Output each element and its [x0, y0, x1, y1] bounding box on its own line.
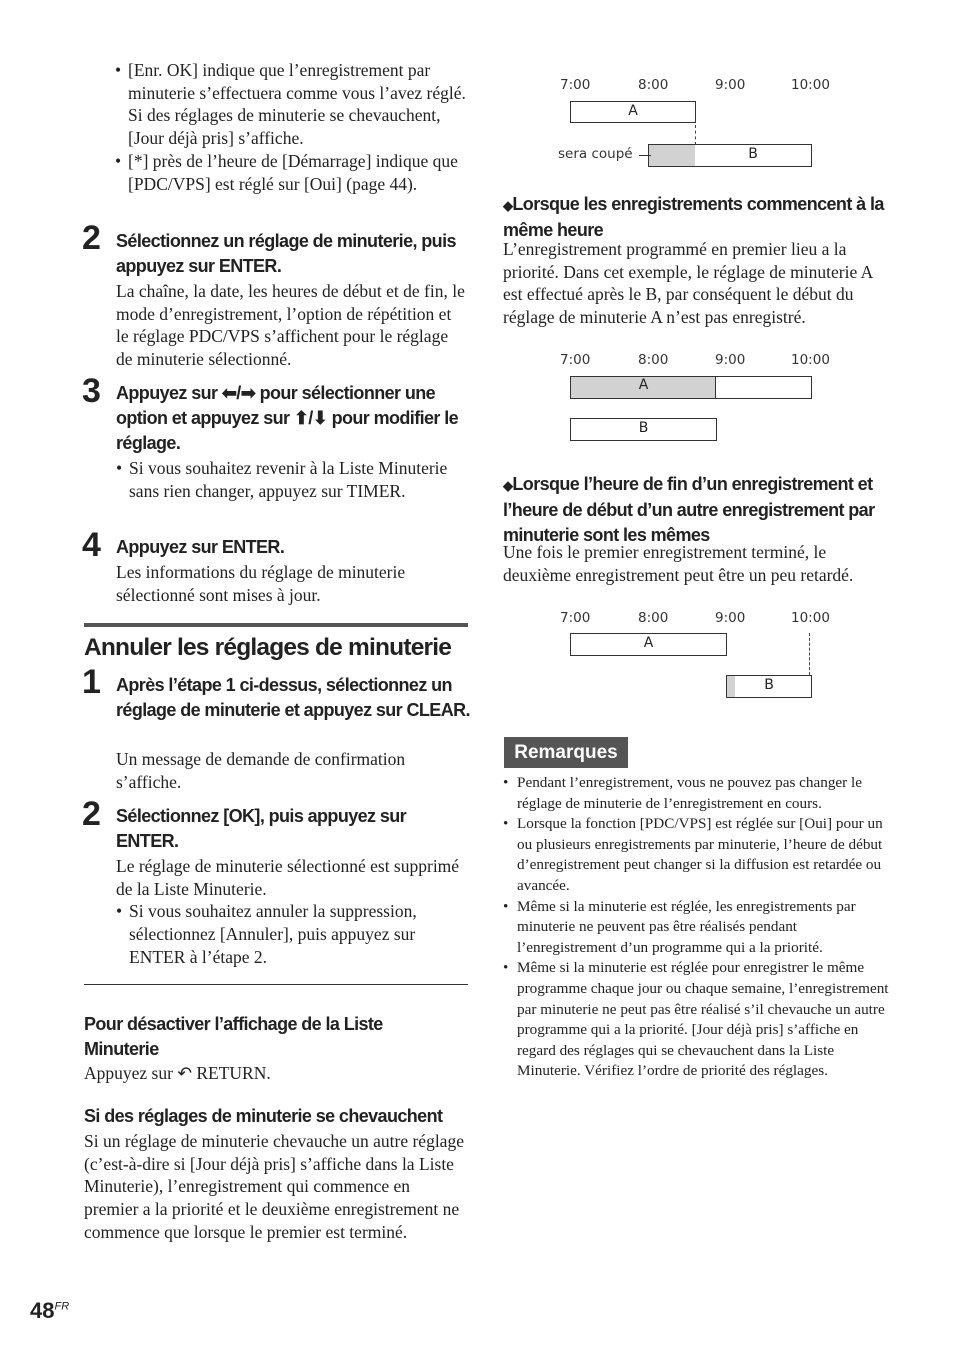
timer-bar-a-label: A — [638, 377, 649, 393]
timer-bar-b: B — [570, 418, 717, 441]
step-body-text: Le réglage de minuterie sélectionné est supprimé de la Liste Minuterie. — [116, 856, 460, 899]
step-title: Après l’étape 1 ci-dessus, sélectionnez un réglage de minuterie et appuyez sur CLEAR. — [116, 675, 470, 720]
step-title — [116, 381, 471, 456]
timer-bar-a: A — [570, 633, 727, 656]
step-title: Sélectionnez un réglage de minuterie, puis appuyez sur ENTER. — [116, 231, 456, 276]
step-number: 1 — [82, 663, 100, 701]
step-title-part: pour sélectionner une option et appuyez sur — [116, 383, 436, 428]
intro-bullets — [115, 59, 470, 195]
time-tick: 7:00 — [560, 610, 591, 626]
case-title — [503, 192, 893, 243]
dashed-marker — [695, 125, 696, 145]
remarks-list — [503, 773, 893, 1082]
step-number: 4 — [82, 526, 100, 564]
divider — [84, 984, 468, 985]
time-tick: 10:00 — [791, 610, 830, 626]
step-bullets — [116, 457, 468, 502]
case-title-text: Lorsque l’heure de fin d’un enregistrement et l’heure de début d’un autre enregistrement par minuterie sont les mêmes — [503, 474, 875, 545]
subsection-body: Si un réglage de minuterie chevauche un autre réglage (c’est-à-dire si [Jour déjà pris] s’affiche dans la Liste Minuterie), l’enregistrement qui commence en premier a la priorité et le deuxième enregistrement ne commence que lorsque le premier est terminé. — [84, 1131, 464, 1242]
step-title-part: Appuyez sur — [116, 383, 222, 403]
time-tick: 7:00 — [560, 352, 591, 368]
section-title: Annuler les réglages de minuterie — [84, 623, 468, 664]
timer-bar-a: A — [570, 101, 696, 123]
subsection-title: Si des réglages de minuterie se chevauchent — [84, 1106, 443, 1126]
time-tick: 8:00 — [638, 77, 669, 93]
timer-bar-b-label: B — [748, 146, 758, 162]
remark-item: • Même si la minuterie est réglée pour enregistrer le même programme chaque jour ou chaque semaine, l’enregistrement par minuterie ne peut pas être réalisé s’il chevauche un autre programme qui a la priorité. [Jour déjà pris] s’affiche en regard des réglages qui se chevauchent dans la Liste Minuterie. Vérifiez l’ordre de priorité des réglages. — [503, 958, 893, 1082]
dashed-marker — [809, 633, 810, 675]
time-tick: 9:00 — [715, 77, 746, 93]
time-tick: 10:00 — [791, 77, 830, 93]
subsection-body — [84, 1062, 468, 1085]
cut-leader-line — [639, 155, 651, 156]
case-title-text: Lorsque les enregistrements commencent à la même heure — [503, 194, 884, 240]
return-icon: ↶ — [177, 1063, 192, 1083]
subsection-body-text: Appuyez sur — [84, 1063, 178, 1083]
time-tick: 10:00 — [791, 352, 830, 368]
step-number: 2 — [82, 219, 100, 257]
time-tick: 9:00 — [715, 352, 746, 368]
step-body — [116, 855, 468, 969]
diamond-icon: ◆ — [503, 198, 513, 213]
step-number: 2 — [82, 795, 100, 833]
step-title: Appuyez sur ENTER. — [116, 537, 285, 557]
page-number — [30, 1298, 69, 1324]
step-number: 3 — [82, 372, 100, 410]
left-right-arrows-icon: ⬅/➡ — [221, 383, 256, 403]
case-body: L’enregistrement programmé en premier lieu a la priorité. Dans cet exemple, le réglage de minuterie A est effectué après le B, par conséquent le début du réglage de minuterie A n’est pas enregistré. — [503, 239, 873, 328]
up-down-arrows-icon: ⬆/⬇ — [293, 408, 328, 428]
case-body: Une fois le premier enregistrement terminé, le deuxième enregistrement peut être un peu retardé. — [503, 542, 854, 585]
time-tick: 9:00 — [715, 610, 746, 626]
remarks-badge: Remarques — [504, 737, 628, 768]
remark-item: • Lorsque la fonction [PDC/VPS] est réglée sur [Oui] pour un ou plusieurs enregistrements par minuterie, l’heure de début d’enregistrement peut changer si la diffusion est retardée ou avancée. — [503, 814, 893, 896]
step-bullet: • Si vous souhaitez annuler la suppression, sélectionnez [Annuler], puis appuyez sur ENTER à l’étape 2. — [116, 900, 468, 968]
subsection-title: Pour désactiver l’affichage de la Liste Minuterie — [84, 1014, 383, 1059]
time-tick: 8:00 — [638, 610, 669, 626]
step-body: Les informations du réglage de minuterie sélectionné sont mises à jour. — [116, 562, 406, 605]
step-bullet: • Si vous souhaitez revenir à la Liste Minuterie sans rien changer, appuyez sur TIMER. — [116, 457, 468, 502]
time-tick: 7:00 — [560, 77, 591, 93]
step-body: La chaîne, la date, les heures de début et de fin, le mode d’enregistrement, l’option de répétition et le réglage PDC/VPS s’affichent pour le réglage de minuterie sélectionné. — [116, 281, 465, 370]
cut-label: sera coupé — [558, 146, 633, 162]
timer-bar-b: B — [726, 675, 812, 698]
case-title — [503, 472, 893, 548]
intro-bullet: • [Enr. OK] indique que l’enregistrement par minuterie s’effectuera comme vous l’avez réglé. Si des réglages de minuterie se chevauchent, [Jour déjà pris] s’affiche. — [115, 59, 470, 150]
diamond-icon: ◆ — [503, 478, 513, 493]
subsection-body-text: RETURN. — [191, 1063, 271, 1083]
step-title-part: pour modifier le réglage. — [116, 408, 459, 453]
step-body: Un message de demande de confirmation s’affiche. — [116, 749, 406, 792]
page-lang: FR — [54, 1300, 70, 1313]
remark-item: • Même si la minuterie est réglée, les enregistrements par minuterie ne peuvent pas être réalisés pendant l’enregistrement d’un programme qui a la priorité. — [503, 897, 893, 959]
step-title: Sélectionnez [OK], puis appuyez sur ENTER. — [116, 806, 407, 851]
intro-bullet: • [*] près de l’heure de [Démarrage] indique que [PDC/VPS] est réglé sur [Oui] (page 44). — [115, 150, 470, 195]
remark-item: • Pendant l’enregistrement, vous ne pouvez pas changer le réglage de minuterie de l’enregistrement en cours. — [503, 773, 893, 814]
time-tick: 8:00 — [638, 352, 669, 368]
page-number-value: 48 — [30, 1298, 55, 1323]
